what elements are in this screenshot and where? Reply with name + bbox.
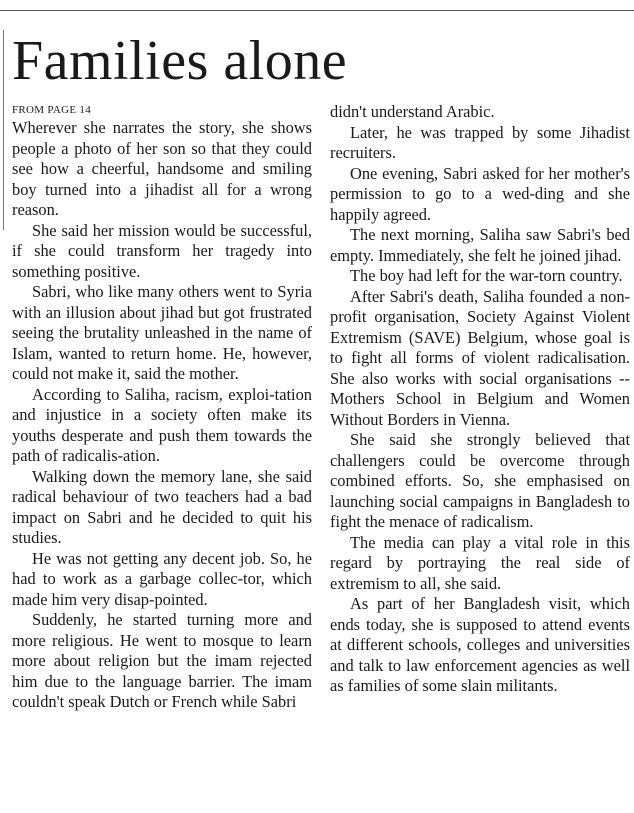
paragraph: Suddenly, he started turning more and more religious. He went to mosque to learn more about religion but the imam rejected him due to the language barrier. The imam couldn't speak Dutch or French while Sabri	[12, 610, 312, 711]
jump-kicker: FROM PAGE 14	[12, 104, 91, 116]
paragraph: Sabri, who like many others went to Syria with an illusion about jihad but got frustrated seeing the brutality unleashed in the name of Islam, wanted to return home. He, however, could not make it, said the mother.	[12, 282, 312, 383]
paragraph-continuation: didn't understand Arabic.	[330, 102, 495, 121]
headline: Families alone	[12, 30, 348, 92]
top-rule	[0, 10, 634, 11]
paragraph: After Sabri's death, Saliha founded a non-profit organisation, Society Against Violent Extremism (SAVE) Belgium, whose goal is to fight all forms of violent radicalisation. She also works with social organisations -- Mothers School in Belgium and Women Without Borders in Vienna.	[330, 286, 630, 429]
article-column-left	[12, 102, 312, 713]
paragraph: Wherever she narrates the story, she shows people a photo of her son so that they could see how a cheerful, handsome and smiling boy turned into a jihadist all for a wrong reason.	[12, 118, 312, 219]
paragraph: Later, he was trapped by some Jihadist recruiters.	[330, 122, 630, 162]
paragraph: As part of her Bangladesh visit, which ends today, she is supposed to attend events at different schools, colleges and universities and talk to law enforcement agencies as well as families of some slain militants.	[330, 594, 630, 695]
paragraph: According to Saliha, racism, exploi-tation and injustice in a society often make its youths desperate and push them towards the path of radicalis-ation.	[12, 384, 312, 465]
paragraph: He was not getting any decent job. So, he had to work as a garbage collec-tor, which made him very disap-pointed.	[12, 548, 312, 609]
left-column-rule	[3, 30, 4, 230]
paragraph: She said she strongly believed that challengers could be overcome through combined efforts. So, she emphasised on launching social campaigns in Bangladesh to fight the menace of radicalism.	[330, 430, 630, 531]
paragraph: The next morning, Saliha saw Sabri's bed empty. Immediately, she felt he joined jihad.	[330, 225, 630, 265]
paragraph: The boy had left for the war-torn country.	[350, 266, 623, 285]
paragraph: Walking down the memory lane, she said radical behaviour of two teachers had a bad impact on Sabri and he decided to quit his studies.	[12, 466, 312, 547]
article-column-right	[330, 102, 630, 697]
paragraph: One evening, Sabri asked for her mother's permission to go to a wed-ding and she happily agreed.	[330, 163, 630, 224]
paragraph: She said her mission would be successful, if she could transform her tragedy into something positive.	[12, 220, 312, 281]
paragraph: The media can play a vital role in this regard by portraying the real side of extremism to all, she said.	[330, 532, 630, 593]
